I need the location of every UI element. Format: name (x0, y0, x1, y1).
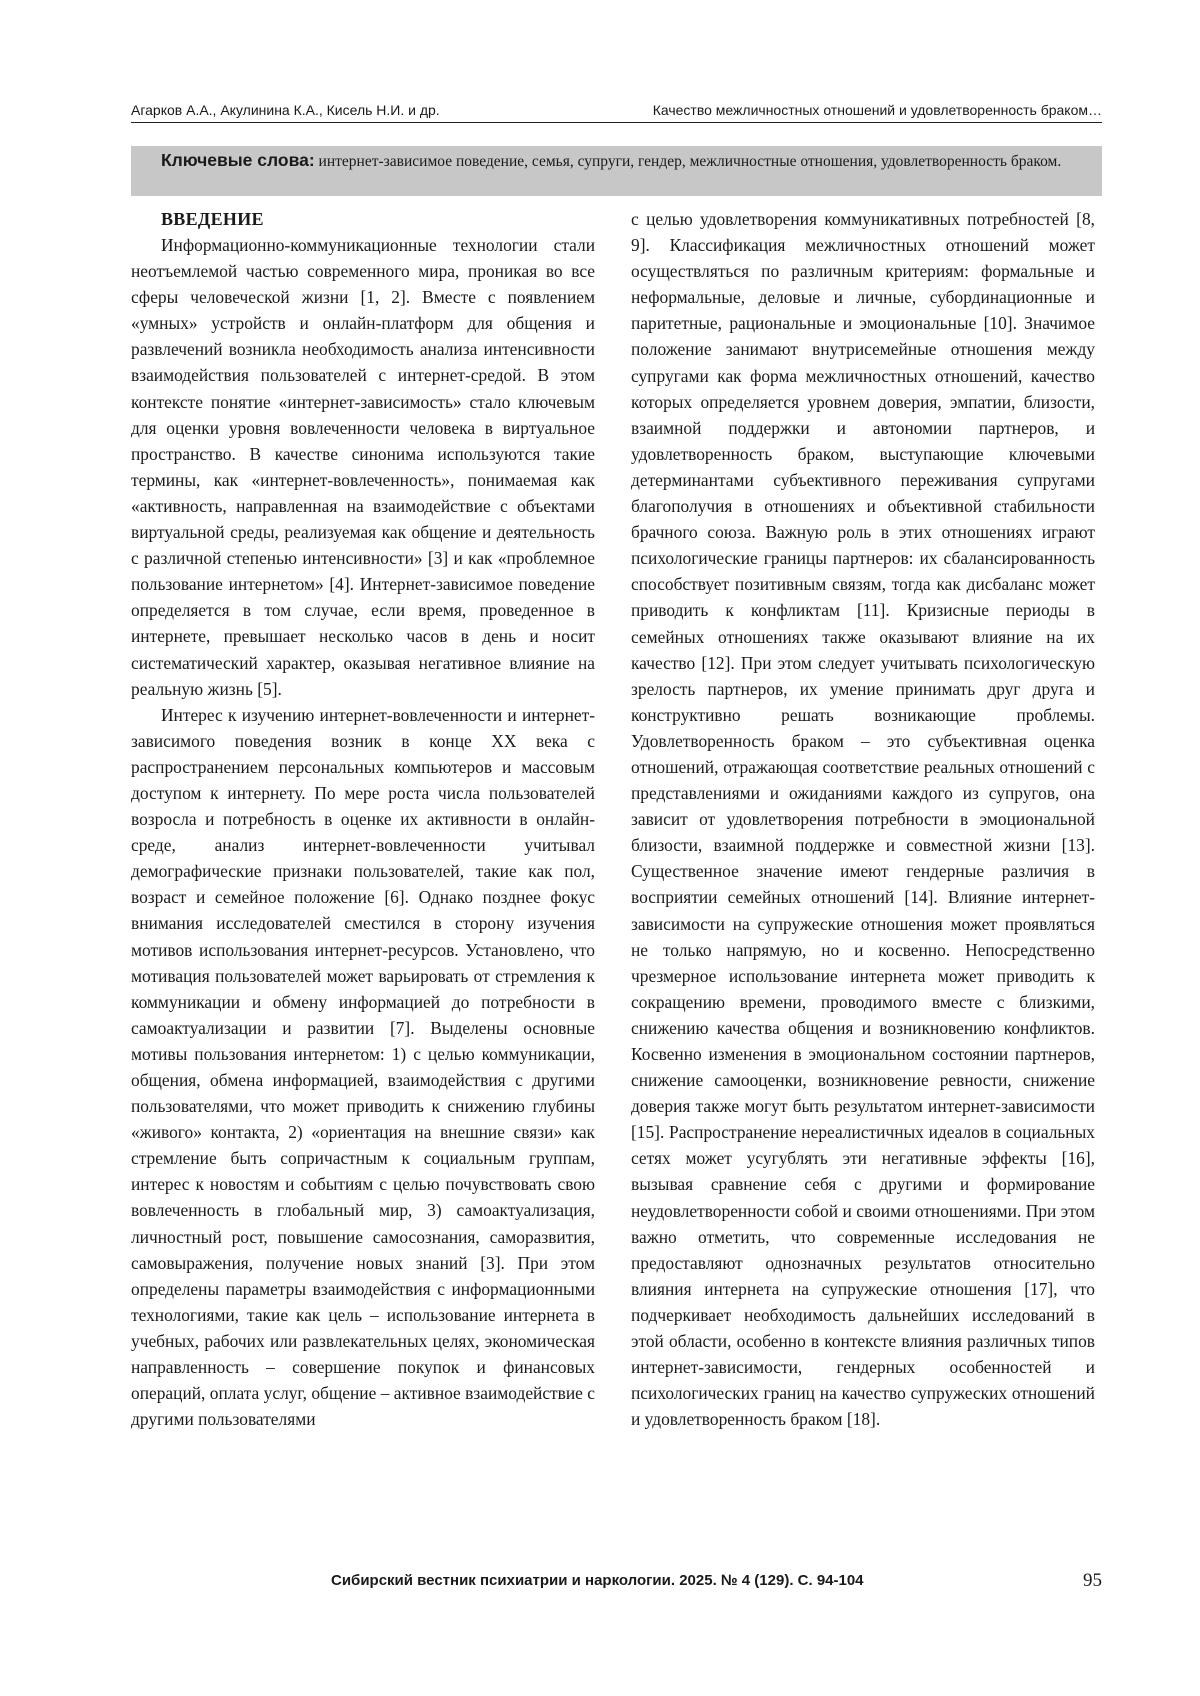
right-column (631, 206, 1095, 1432)
keywords-label: Ключевые слова: (161, 150, 315, 170)
section-heading-introduction: ВВЕДЕНИЕ (161, 209, 264, 229)
journal-citation: Сибирский вестник психиатрии и наркологии. 2025. № 4 (129). С. 94-104 (331, 1572, 864, 1589)
page-number: 95 (1083, 1570, 1102, 1591)
running-head-authors: Агарков А.А., Акулинина К.А., Кисель Н.И. и др. (131, 102, 440, 118)
left-column (131, 206, 595, 1432)
paragraph: с целью удовлетворения коммуникативных потребностей [8, 9]. Классификация межличностных отношений может осуществляться по различным критериям: формальные и неформальные, деловые и личные, субординационные и паритетные, рациональные и эмоциональные [10]. Значимое положение занимают внутрисемейные отношения между супругами как форма межличностных отношений, качество которых определяется уровнем доверия, эмпатии, близости, взаимной поддержки и автономии партнеров, и удовлетворенность браком, выступающие ключевыми детерминантами субъективного переживания супругами благополучия в отношениях и объективной стабильности брачного союза. Важную роль в этих отношениях играют психологические границы партнеров: их сбалансированность способствует позитивным связям, тогда как дисбаланс может приводить к конфликтам [11]. Кризисные периоды в семейных отношениях также оказывают влияние на их качество [12]. При этом следует учитывать психологическую зрелость партнеров, их умение принимать друг друга и конструктивно решать возникающие проблемы. Удовлетворенность браком – это субъективная оценка отношений, отражающая соответствие реальных отношений с представлениями и ожиданиями каждого из супругов, она зависит от удовлетворения потребности в эмоциональной близости, взаимной поддержке и совместной жизни [13]. Существенное значение имеют гендерные различия в восприятии семейных отношений [14]. Влияние интернет-зависимости на супружеские отношения может проявляться не только напрямую, но и косвенно. Непосредственно чрезмерное использование интернета может приводить к сокращению времени, проводимого вместе с близкими, снижению качества общения и возникновению конфликтов. Косвенно изменения в эмоциональном состоянии партнеров, снижение самооценки, возникновение ревности, снижение доверия также могут быть результатом интернет-зависимости [15]. Распространение нереалистичных идеалов в социальных сетях может усугублять эти негативные эффекты [16], вызывая сравнение себя с другими и формирование неудовлетворенности собой и своими отношениями. При этом важно отметить, что современные исследования не предоставляют однозначных результатов относительно влияния интернета на супружеские отношения [17], что подчеркивает необходимость дальнейших исследований в этой области, особенно в контексте влияния различных типов интернет-зависимости, гендерных особенностей и психологических границ на качество супружеских отношений и удовлетворенность браком [18]. (631, 209, 1095, 1430)
keywords-box (131, 146, 1102, 196)
running-head (131, 100, 1102, 123)
running-head-title: Качество межличностных отношений и удовлетворенность браком… (652, 102, 1102, 118)
page-footer (131, 1570, 1102, 1600)
paragraph: Интерес к изучению интернет-вовлеченности и интернет-зависимого поведения возник в конце XX века с распространением персональных компьютеров и массовым доступом к интернету. По мере роста числа пользователей возросла и потребность в оценке их активности в онлайн-среде, анализ интернет-вовлеченности учитывал демографические признаки пользователей, такие как пол, возраст и семейное положение [6]. Однако позднее фокус внимания исследователей сместился в сторону изучения мотивов использования интернет-ресурсов. Установлено, что мотивация пользователей может варьировать от стремления к коммуникации и обмену информацией до потребности в самоактуализации и развитии [7]. Выделены основные мотивы пользования интернетом: 1) с целью коммуникации, общения, обмена информацией, взаимодействия с другими пользователями, что может приводить к снижению глубины «живого» контакта, 2) «ориентация на внешние связи» как стремление быть сопричастным к социальным группам, интерес к новостям и событиям с целью почувствовать свою вовлеченность в глобальный мир, 3) самоактуализация, личностный рост, повышение самосознания, саморазвития, самовыражения, получение новых знаний [3]. При этом определены параметры взаимодействия с информационными технологиями, такие как цель – использование интернета в учебных, рабочих или развлекательных целях, экономическая направленность – совершение покупок и финансовых операций, оплата услуг, общение – активное взаимодействие с другими пользователями (131, 704, 595, 1430)
paragraph: Информационно-коммуникационные технологии стали неотъемлемой частью современного мира, проникая во все сферы человеческой жизни [1, 2]. Вместе с появлением «умных» устройств и онлайн-платформ для общения и развлечений возникла необходимость анализа интенсивности взаимодействия пользователей с интернет-средой. В этом контексте понятие «интернет-зависимость» стало ключевым для оценки уровня вовлеченности человека в виртуальное пространство. В качестве синонима используются такие термины, как «интернет-вовлеченность», понимаемая как «активность, направленная на взаимодействие с объектами виртуальной среды, реализуемая как общение и деятельность с различной степенью интенсивности» [3] и как «проблемное пользование интернетом» [4]. Интернет-зависимое поведение определяется в том случае, если время, проведенное в интернете, превышает несколько часов в день и носит систематический характер, оказывая негативное влияние на реальную жизнь [5]. (131, 235, 595, 699)
keywords-text: интернет-зависимое поведение, семья, супруги, гендер, межличностные отношения, удовлетворенность браком. (314, 153, 1062, 170)
